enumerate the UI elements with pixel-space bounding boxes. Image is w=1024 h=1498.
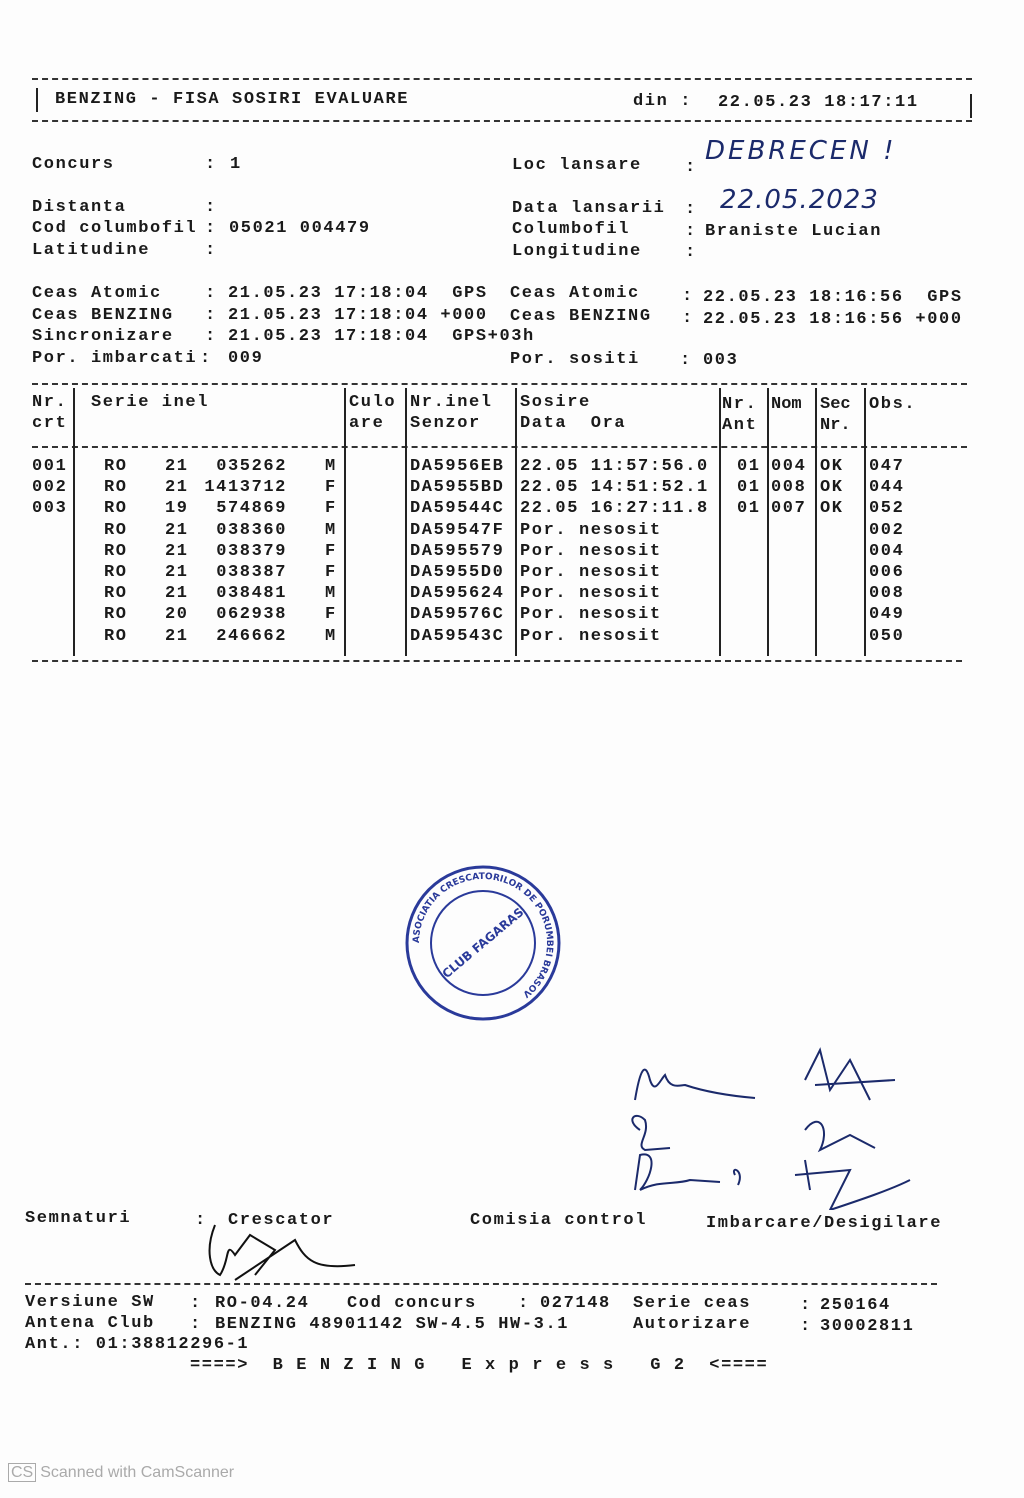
cell-numar: 062938 bbox=[216, 605, 287, 625]
data-lansarii-handwritten: 22.05.2023 bbox=[720, 185, 879, 215]
cell-tara: RO bbox=[104, 478, 128, 498]
header-nr-ant: Nr. bbox=[722, 395, 758, 414]
camscanner-watermark bbox=[8, 1464, 234, 1482]
cell-an: 19 bbox=[165, 499, 189, 519]
sincronizare-label: Sincronizare bbox=[32, 327, 174, 346]
cell-nom: 008 bbox=[771, 478, 807, 498]
cell-an: 21 bbox=[165, 478, 189, 498]
benzing-banner: ====> B E N Z I N G E x p r e s s G 2 <==== bbox=[190, 1356, 769, 1375]
colon: : bbox=[205, 306, 217, 325]
din-label: din : bbox=[633, 92, 693, 111]
report-title: BENZING - FISA SOSIRI EVALUARE bbox=[55, 90, 410, 109]
header-crt: crt bbox=[32, 414, 68, 433]
header-data-ora: Data Ora bbox=[520, 414, 627, 433]
cod-value: 05021 004479 bbox=[229, 219, 371, 238]
cell-sosire: 22.05 16:27:11.8 bbox=[520, 499, 709, 519]
cell-tara: RO bbox=[104, 605, 128, 625]
stamp-center-text: CLUB FAGARAS bbox=[439, 905, 527, 981]
ceas-atomic-label-2: Ceas Atomic bbox=[510, 284, 640, 303]
cell-obs: 044 bbox=[869, 478, 905, 498]
cell-sosire: Por. nesosit bbox=[520, 520, 662, 540]
colon: : bbox=[685, 200, 697, 219]
cell-nom: 007 bbox=[771, 499, 807, 519]
versiune-value: RO-04.24 bbox=[215, 1294, 310, 1313]
latitudine-label: Latitudine bbox=[32, 241, 151, 260]
cell-tara: RO bbox=[104, 563, 128, 582]
colon: : bbox=[518, 1294, 530, 1313]
divider bbox=[25, 1283, 937, 1285]
concurs-label: Concurs bbox=[32, 155, 115, 174]
ceas-atomic-start: 21.05.23 17:18:04 GPS bbox=[228, 284, 488, 303]
cell-sex: F bbox=[325, 563, 337, 582]
antena-value: BENZING 48901142 SW-4.5 HW-3.1 bbox=[215, 1315, 570, 1334]
cell-sosire: Por. nesosit bbox=[520, 605, 662, 625]
colon: : bbox=[205, 219, 217, 238]
colon: : bbox=[200, 349, 212, 368]
colon: : bbox=[195, 1211, 207, 1230]
loc-value-handwritten: DEBRECEN ! bbox=[705, 136, 897, 166]
colon: : bbox=[205, 198, 217, 217]
autorizare-value: 30002811 bbox=[820, 1317, 915, 1336]
ceas-benzing-start: 21.05.23 17:18:04 +000 bbox=[228, 306, 488, 325]
sositi-label: Por. sositi bbox=[510, 350, 640, 369]
cell-an: 21 bbox=[165, 563, 189, 582]
table-row bbox=[0, 626, 1024, 647]
table-divider bbox=[32, 383, 967, 385]
header-senzor: Senzor bbox=[410, 414, 481, 433]
columbofil-label: Columbofil bbox=[512, 220, 631, 239]
autorizare-label: Autorizare bbox=[633, 1315, 752, 1334]
cell-an: 21 bbox=[165, 626, 189, 646]
table-row bbox=[0, 541, 1024, 562]
ceas-benzing-label: Ceas BENZING bbox=[32, 306, 174, 325]
cell-senzor: DA59547F bbox=[410, 520, 505, 540]
cell-sec: OK bbox=[820, 499, 844, 519]
cell-obs: 008 bbox=[869, 584, 905, 604]
cell-numar: 038481 bbox=[216, 584, 287, 604]
header-sec: Sec bbox=[820, 395, 851, 414]
imbarcati-value: 009 bbox=[228, 349, 264, 368]
cell-tara: RO bbox=[104, 584, 128, 604]
cell-sosire: Por. nesosit bbox=[520, 584, 662, 604]
cell-sosire: 22.05 11:57:56.0 bbox=[520, 457, 709, 476]
data-lansarii-label: Data lansarii bbox=[512, 199, 666, 218]
cell-nr: 001 bbox=[32, 457, 68, 476]
cell-obs: 006 bbox=[869, 563, 905, 582]
colon: : bbox=[682, 287, 694, 306]
antena-label: Antena Club bbox=[25, 1314, 155, 1333]
cell-sex: M bbox=[325, 626, 337, 646]
loc-label: Loc lansare bbox=[512, 156, 642, 175]
versiune-label: Versiune SW bbox=[25, 1293, 155, 1312]
colon: : bbox=[205, 327, 217, 346]
imbarcati-label: Por. imbarcati bbox=[32, 349, 198, 368]
cell-obs: 049 bbox=[869, 605, 905, 625]
ceas-benzing-label-2: Ceas BENZING bbox=[510, 307, 652, 326]
colon: : bbox=[682, 309, 694, 328]
colon: : bbox=[190, 1294, 202, 1313]
cell-sosire: Por. nesosit bbox=[520, 563, 662, 582]
cell-numar: 038387 bbox=[216, 563, 287, 582]
cell-obs: 052 bbox=[869, 499, 905, 519]
club-stamp bbox=[403, 863, 563, 1023]
cod-label: Cod columbofil bbox=[32, 219, 198, 238]
cell-an: 21 bbox=[165, 584, 189, 604]
colon: : bbox=[190, 1315, 202, 1334]
table-row bbox=[0, 583, 1024, 604]
cell-an: 21 bbox=[165, 457, 189, 476]
antenna-id: Ant.: 01:38812296-1 bbox=[25, 1335, 250, 1354]
imbarcare-label: Imbarcare/Desigilare bbox=[706, 1214, 943, 1233]
cell-numar: 035262 bbox=[216, 457, 287, 476]
header-nr: Nr. bbox=[32, 393, 68, 412]
cell-numar: 574869 bbox=[216, 499, 287, 519]
cell-obs: 002 bbox=[869, 520, 905, 540]
sincronizare-value: 21.05.23 17:18:04 GPS+03h bbox=[228, 327, 535, 346]
cell-nr: 002 bbox=[32, 478, 68, 498]
cell-sex: M bbox=[325, 584, 337, 604]
cell-obs: 004 bbox=[869, 541, 905, 561]
table-row bbox=[0, 520, 1024, 541]
serie-ceas-label: Serie ceas bbox=[633, 1294, 752, 1313]
table-row bbox=[0, 498, 1024, 519]
columbofil-value: Braniste Lucian bbox=[705, 222, 883, 241]
cell-obs: 047 bbox=[869, 457, 905, 476]
distanta-label: Distanta bbox=[32, 198, 127, 217]
table-divider bbox=[32, 446, 967, 448]
cell-senzor: DA5955D0 bbox=[410, 563, 505, 582]
cell-ant: 01 bbox=[737, 499, 761, 519]
cell-senzor: DA5955BD bbox=[410, 478, 505, 498]
serie-ceas-value: 250164 bbox=[820, 1296, 891, 1315]
cell-senzor: DA595579 bbox=[410, 541, 505, 561]
cell-numar: 038360 bbox=[216, 520, 287, 540]
header-sosire: Sosire bbox=[520, 393, 591, 412]
table-row bbox=[0, 477, 1024, 498]
cell-senzor: DA5956EB bbox=[410, 457, 505, 476]
ceas-benzing-end: 22.05.23 18:16:56 +000 bbox=[703, 310, 963, 329]
cell-tara: RO bbox=[104, 520, 128, 540]
cell-sosire: Por. nesosit bbox=[520, 541, 662, 561]
cell-sosire: 22.05 14:51:52.1 bbox=[520, 478, 709, 498]
colon: : bbox=[205, 155, 217, 174]
table-row bbox=[0, 456, 1024, 477]
header-nom: Nom bbox=[771, 395, 802, 414]
cell-tara: RO bbox=[104, 499, 128, 519]
cell-obs: 050 bbox=[869, 626, 905, 646]
cell-ant: 01 bbox=[737, 478, 761, 498]
cell-tara: RO bbox=[104, 457, 128, 476]
cell-sex: F bbox=[325, 478, 337, 498]
cod-concurs-value: 027148 bbox=[540, 1294, 611, 1313]
cell-an: 21 bbox=[165, 541, 189, 561]
committee-signatures bbox=[620, 1040, 940, 1210]
colon: : bbox=[685, 158, 697, 177]
cell-senzor: DA59544C bbox=[410, 499, 505, 519]
ceas-atomic-end: 22.05.23 18:16:56 GPS bbox=[703, 288, 963, 307]
table-divider bbox=[32, 660, 962, 662]
colon: : bbox=[680, 351, 692, 370]
crescator-label: Crescator bbox=[228, 1211, 335, 1230]
cell-sex: M bbox=[325, 457, 337, 476]
header-ant: Ant bbox=[722, 416, 758, 435]
divider bbox=[32, 120, 972, 122]
colon: : bbox=[800, 1317, 812, 1336]
cell-numar: 1413712 bbox=[204, 478, 287, 498]
cell-ant: 01 bbox=[737, 457, 761, 476]
comisia-label: Comisia control bbox=[470, 1211, 648, 1230]
cell-sec: OK bbox=[820, 478, 844, 498]
cell-sex: M bbox=[325, 520, 337, 540]
cell-numar: 038379 bbox=[216, 541, 287, 561]
cell-sex: F bbox=[325, 499, 337, 519]
table-row bbox=[0, 604, 1024, 625]
ceas-atomic-label: Ceas Atomic bbox=[32, 284, 162, 303]
stamp-ring-text: ASOCIATIA CRESCATORILOR DE PORUMBEI BRASOV bbox=[411, 871, 555, 999]
din-value: 22.05.23 18:17:11 bbox=[718, 93, 919, 112]
cell-sex: F bbox=[325, 605, 337, 625]
colon: : bbox=[205, 284, 217, 303]
colon: : bbox=[800, 1296, 812, 1315]
cell-nr: 003 bbox=[32, 499, 68, 519]
header-nr-inel: Nr.inel bbox=[410, 393, 493, 412]
concurs-value: 1 bbox=[230, 155, 242, 174]
header-serie-inel: Serie inel bbox=[91, 393, 210, 412]
header-obs: Obs. bbox=[869, 395, 917, 414]
cell-tara: RO bbox=[104, 541, 128, 561]
colon: : bbox=[685, 243, 697, 262]
cell-numar: 246662 bbox=[216, 626, 287, 646]
table-row bbox=[0, 562, 1024, 583]
sositi-value: 003 bbox=[703, 351, 739, 370]
cell-nom: 004 bbox=[771, 457, 807, 476]
divider bbox=[970, 94, 972, 118]
cell-an: 21 bbox=[165, 520, 189, 540]
cell-sex: F bbox=[325, 541, 337, 561]
cell-an: 20 bbox=[165, 605, 189, 625]
cod-concurs-label: Cod concurs bbox=[347, 1294, 477, 1313]
cell-tara: RO bbox=[104, 626, 128, 646]
longitudine-label: Longitudine bbox=[512, 242, 642, 261]
divider bbox=[32, 78, 972, 80]
camscanner-logo-icon: CS bbox=[8, 1463, 36, 1482]
divider bbox=[36, 88, 38, 112]
header-culoare-2: are bbox=[349, 414, 385, 433]
colon: : bbox=[685, 222, 697, 241]
cell-sec: OK bbox=[820, 457, 844, 476]
semnaturi-label: Semnaturi bbox=[25, 1209, 132, 1228]
cell-sosire: Por. nesosit bbox=[520, 626, 662, 646]
cell-senzor: DA59543C bbox=[410, 626, 505, 646]
cell-senzor: DA595624 bbox=[410, 584, 505, 604]
header-sec-nr: Nr. bbox=[820, 416, 851, 435]
header-culoare: Culo bbox=[349, 393, 397, 412]
cell-senzor: DA59576C bbox=[410, 605, 505, 625]
colon: : bbox=[205, 241, 217, 260]
watermark-text: Scanned with CamScanner bbox=[40, 1464, 235, 1481]
